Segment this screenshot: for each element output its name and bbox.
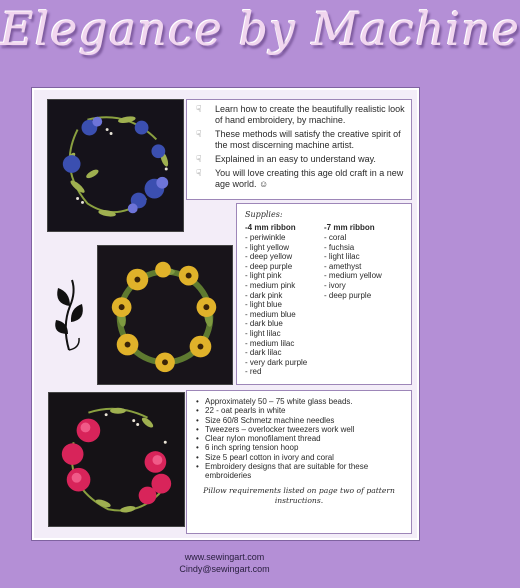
ribbon-4mm-item: - medium pink: [245, 280, 296, 290]
supplies-title: Supplies:: [245, 210, 283, 219]
ribbon-7mm-item: - amethyst: [324, 261, 362, 271]
ribbon-7mm-column: [324, 223, 403, 377]
material-item: • 6 inch spring tension hoop: [193, 443, 405, 452]
ribbon-4mm-item: - periwinkle: [245, 233, 286, 242]
blue-wreath-image: [48, 100, 183, 231]
ribbon-4mm-column: [245, 223, 324, 377]
material-item: • Embroidery designs that are suitable for these embroideries: [193, 462, 405, 481]
ribbon-4mm-item: - light blue: [245, 300, 282, 310]
intro-item: ☟ These methods will satisfy the creative spirit of the most discerning machine artist.: [196, 129, 401, 150]
material-item: • 22 - oat pearls in white: [193, 406, 405, 415]
material-item: • Approximately 50 – 75 white glass beads.: [193, 397, 405, 406]
hand-pointer-icon: ☟: [196, 154, 202, 164]
ribbon-4mm-item: - red: [245, 367, 262, 377]
intro-item: ☟ Explained in an easy to understand way.: [196, 154, 376, 164]
materials-list: [193, 397, 405, 481]
ribbon-4mm-item: - medium blue: [245, 309, 296, 319]
ribbon-7mm-item: - coral: [324, 233, 347, 242]
intro-box: [186, 99, 412, 200]
ribbon-4mm-item: - deep yellow: [245, 252, 293, 262]
photo-blue-wreath: [47, 99, 184, 232]
ribbon-4mm-item: - medium lilac: [245, 338, 295, 348]
supplies-box: [236, 203, 412, 385]
ribbon-4mm-item: - light pink: [245, 271, 282, 281]
ribbon-4mm-item: - dark lilac: [245, 348, 282, 358]
ribbon-4mm-item: - light lilac: [245, 328, 281, 338]
ribbon-7mm-item: - fuchsia: [324, 242, 355, 252]
intro-list: [193, 104, 405, 190]
pillow-note: Pillow requirements listed on page two of pattern instructions.: [203, 485, 395, 505]
ribbon-4mm-item: - very dark purple: [245, 357, 308, 367]
hand-pointer-icon: ☟: [196, 129, 202, 139]
ribbon-7mm-item: - medium yellow: [324, 271, 382, 281]
intro-item: ☟ You will love creating this age old craft in a new age world. ☺: [196, 168, 404, 189]
ribbon-7mm-item: - light lilac: [324, 252, 360, 262]
supplies-columns: [245, 223, 403, 377]
intro-item: ☟ Learn how to create the beautifully realistic look of hand embroidery, by machine.: [196, 104, 405, 125]
material-item: • Clear nylon monofilament thread: [193, 434, 405, 443]
ribbon-7mm-heading: -7 mm ribbon: [324, 223, 375, 232]
footer: [0, 551, 449, 575]
ribbon-4mm-heading: -4 mm ribbon: [245, 223, 296, 232]
red-wreath-image: [49, 393, 184, 526]
ribbon-4mm-item: - deep purple: [245, 261, 293, 271]
material-item: • Size 60/8 Schmetz machine needles: [193, 416, 405, 425]
hand-pointer-icon: ☟: [196, 168, 202, 178]
ribbon-4mm-item: - dark blue: [245, 319, 283, 329]
material-item: • Size 5 pearl cotton in ivory and coral: [193, 453, 405, 462]
photo-yellow-wreath: [97, 245, 233, 385]
ribbon-7mm-item: - deep purple: [324, 290, 372, 300]
page-title: Elegance by Machine: [0, 2, 520, 56]
ornament-leaf-icon: [52, 276, 86, 352]
website-link[interactable]: www.sewingart.com: [184, 552, 265, 562]
material-item: • Tweezers – overlocker tweezers work well: [193, 425, 405, 434]
email-link[interactable]: Cindy@sewingart.com: [179, 564, 270, 574]
ribbon-7mm-item: - ivory: [324, 280, 346, 290]
materials-box: [186, 390, 412, 534]
hand-pointer-icon: ☟: [196, 104, 202, 114]
photo-red-wreath: [48, 392, 185, 527]
ribbon-4mm-item: - dark pink: [245, 290, 283, 300]
yellow-wreath-image: [98, 246, 232, 384]
ribbon-4mm-item: - light yellow: [245, 242, 290, 252]
